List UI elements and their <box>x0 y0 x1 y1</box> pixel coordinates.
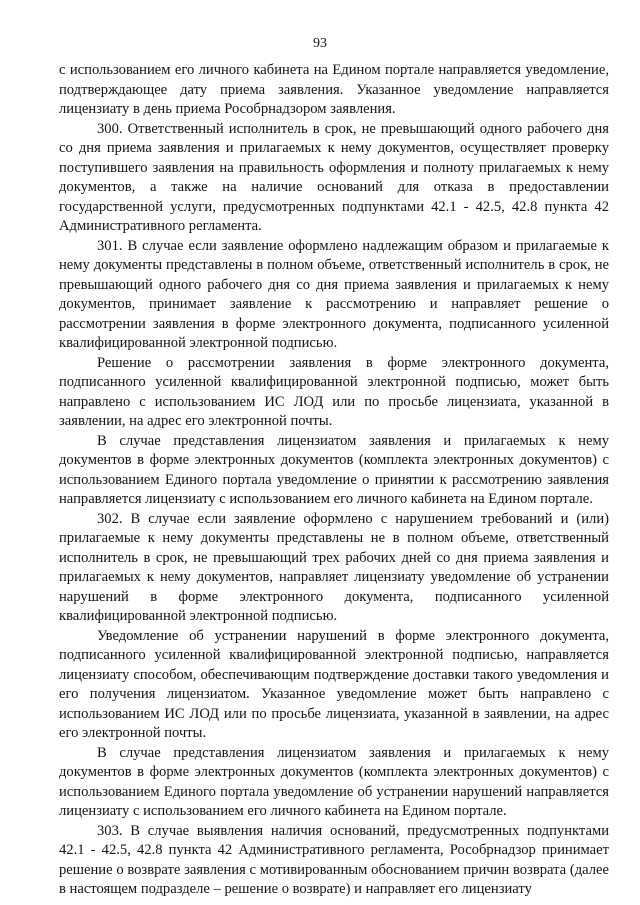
paragraph-303: 303. В случае выявления наличия оснований, предусмотренных подпунктами 42.1 - 42.5, 42.8 пункта 42 Административного регламента, Рособрнадзор принимает решение о возврате заявления с мотивированным обоснованием причин возврата (далее в настоящем подразделе – решение о возврате) и направляет его лицензиату <box>59 822 609 897</box>
page-number: 93 <box>313 36 327 51</box>
document-body <box>59 61 609 900</box>
paragraph-302-notice: Уведомление об устранении нарушений в форме электронного документа, подписанного усиленной квалифицированной электронной подписью, направляется лицензиату способом, обеспечивающим подтверждение доставки такого уведомления и его получения лицензиатом. Указанное уведомление может быть направлено с использованием ИС ЛОД или по просьбе лицензиата, указанной в заявлении, на адрес его электронной почты. <box>59 627 609 741</box>
paragraph-301-portal: В случае представления лицензиатом заявления и прилагаемых к нему документов в форме электронных документов (комплекта электронных документов) с использованием Единого портала уведомление о принятии к рассмотрению заявления направляется лицензиату с использованием его личного кабинета на Едином портале. <box>59 432 609 507</box>
paragraph-302: 302. В случае если заявление оформлено с нарушением требований и (или) прилагаемые к нему документы представлены не в полном объеме, ответственный исполнитель в срок, не превышающий трех рабочих дней со дня приема заявления и прилагаемых к нему документов, направляет лицензиату уведомление об устранении нарушений в форме электронного документа, подписанного усиленной квалифицированной электронной подписью. <box>59 510 609 624</box>
paragraph-301: 301. В случае если заявление оформлено надлежащим образом и прилагаемые к нему документы представлены в полном объеме, ответственный исполнитель в срок, не превышающий одного рабочего дня со дня приема заявления и прилагаемых к нему документов, принимает заявление к рассмотрению и направляет решение о рассмотрении заявления в форме электронного документа, подписанного усиленной квалифицированной электронной подписью. <box>59 237 609 351</box>
paragraph-302-portal: В случае представления лицензиатом заявления и прилагаемых к нему документов в форме электронных документов (комплекта электронных документов) с использованием Единого портала уведомление об устранении нарушений направляется лицензиату с использованием его личного кабинета на Едином портале. <box>59 744 609 819</box>
paragraph-300: 300. Ответственный исполнитель в срок, не превышающий одного рабочего дня со дня приема заявления и прилагаемых к нему документов, осуществляет проверку поступившего заявления на правильность оформления и полноту прилагаемых к нему документов, а также на наличие оснований для отказа в предоставлении государственной услуги, предусмотренных подпунктами 42.1 - 42.5, 42.8 пункта 42 Административного регламента. <box>59 120 609 234</box>
paragraph-301-decision: Решение о рассмотрении заявления в форме электронного документа, подписанного усиленной квалифицированной электронной подписью, может быть направлено с использованием ИС ЛОД или по просьбе лицензиата, указанной в заявлении, на адрес его электронной почты. <box>59 354 609 429</box>
paragraph-continuation: с использованием его личного кабинета на Едином портале направляется уведомление, подтверждающее дату приема заявления. Указанное уведомление направляется лицензиату в день приема Рособрнадзором заявления. <box>59 62 609 117</box>
